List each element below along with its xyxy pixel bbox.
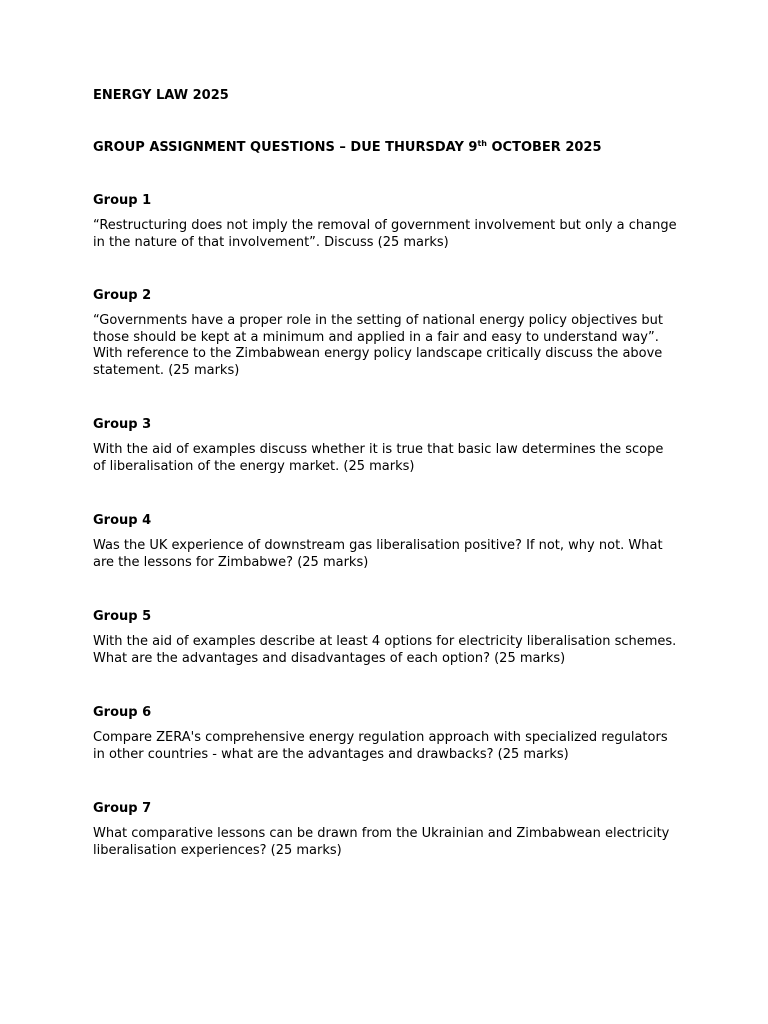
document-title: ENERGY LAW 2025 — [93, 88, 229, 103]
group-section-1 — [93, 192, 680, 251]
group-heading: Group 1 — [93, 193, 152, 208]
assignment-heading-prefix: GROUP ASSIGNMENT QUESTIONS – DUE THURSDAY 9 — [93, 140, 478, 155]
group-question: With the aid of examples describe at least 4 options for electricity liberalisation schemes. What are the advantages and disadvantages of each option? (25 marks) — [93, 634, 677, 666]
group-heading: Group 3 — [93, 417, 152, 432]
group-question: “Governments have a proper role in the setting of national energy policy objectives but those should be kept at a minimum and applied in a fair and easy to understand way”. With reference to the Zimbabwean energy policy landscape critically discuss the above statement. (25 marks) — [93, 313, 663, 378]
group-heading: Group 5 — [93, 609, 152, 624]
group-question: What comparative lessons can be drawn from the Ukrainian and Zimbabwean electricity liberalisation experiences? (25 marks) — [93, 826, 670, 858]
group-heading: Group 6 — [93, 705, 152, 720]
group-question: Compare ZERA's comprehensive energy regulation approach with specialized regulators in other countries - what are the advantages and drawbacks? (25 marks) — [93, 730, 668, 762]
group-question: With the aid of examples discuss whether it is true that basic law determines the scope of liberalisation of the energy market. (25 marks) — [93, 442, 664, 474]
group-section-2 — [93, 287, 680, 379]
group-section-5 — [93, 608, 680, 667]
group-section-3 — [93, 416, 680, 475]
group-heading: Group 7 — [93, 801, 152, 816]
group-question: Was the UK experience of downstream gas liberalisation positive? If not, why not. What are the lessons for Zimbabwe? (25 marks) — [93, 538, 663, 570]
assignment-heading — [93, 139, 680, 156]
date-ordinal-suffix: th — [477, 139, 487, 148]
group-section-6 — [93, 704, 680, 763]
group-heading: Group 4 — [93, 513, 152, 528]
group-section-4 — [93, 512, 680, 571]
assignment-heading-suffix: OCTOBER 2025 — [486, 140, 602, 155]
group-section-7 — [93, 800, 680, 859]
group-heading: Group 2 — [93, 288, 152, 303]
group-question: “Restructuring does not imply the removal of government involvement but only a change in the nature of that involvement”. Discuss (25 marks) — [93, 218, 677, 250]
